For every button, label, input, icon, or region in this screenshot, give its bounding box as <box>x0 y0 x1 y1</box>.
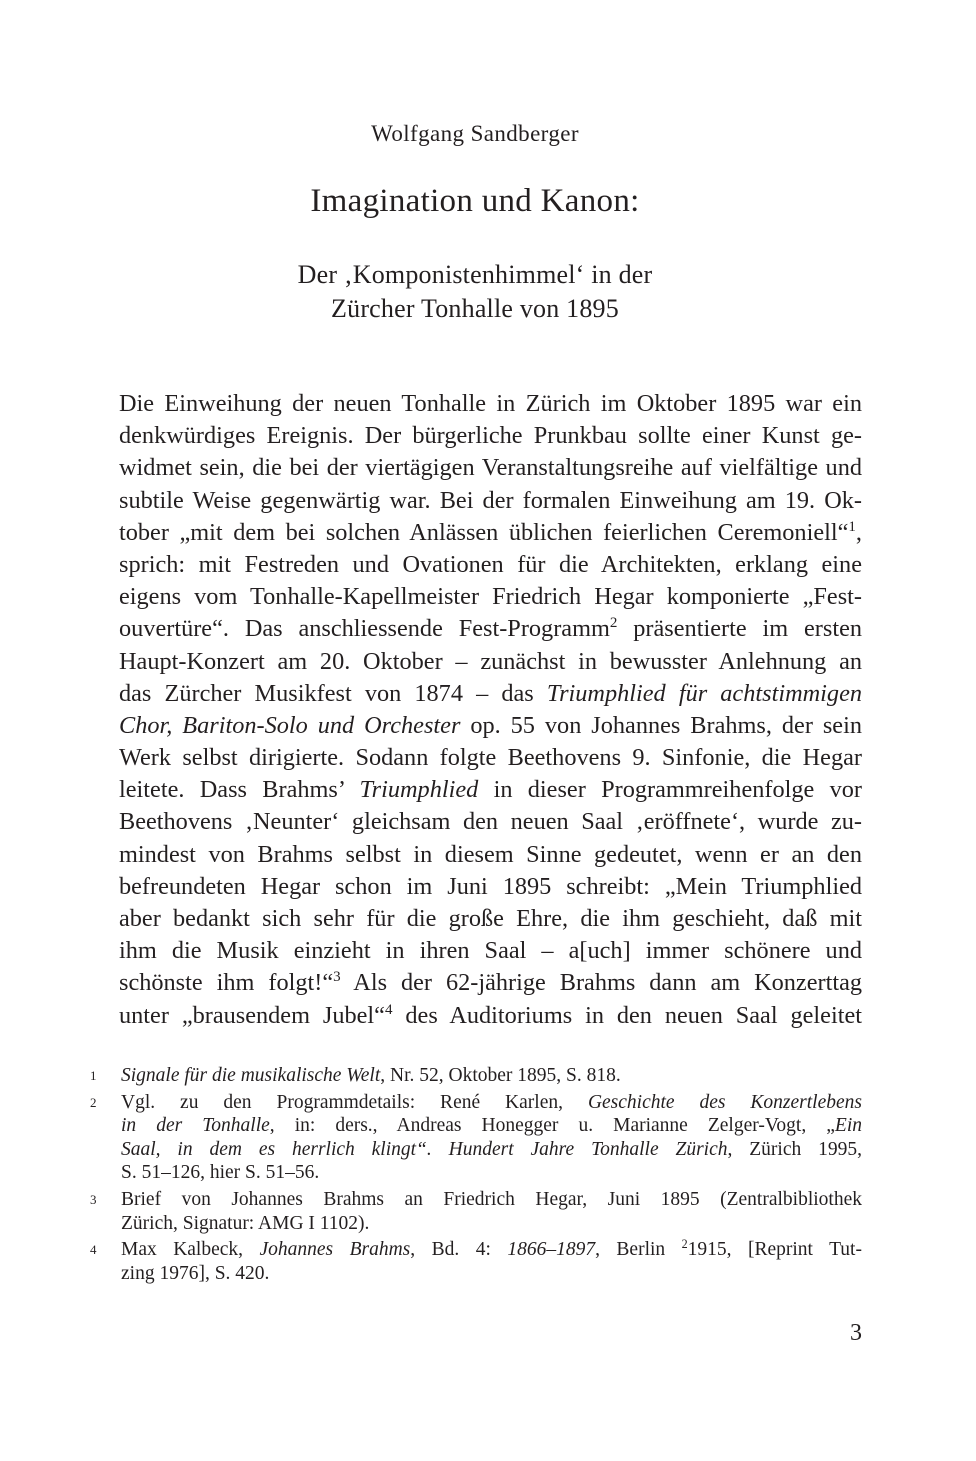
text-line <box>119 678 862 710</box>
footnote-reference: 4 <box>384 1001 393 1018</box>
footnote-line <box>121 1238 862 1262</box>
text-line <box>119 485 862 517</box>
text-run: präsentierte im ersten <box>617 615 862 643</box>
text-line <box>119 1000 862 1032</box>
text-line <box>119 710 862 742</box>
text-run: aber bedankt sich sehr für die große Ehre, die ihm geschieht, daß mit <box>119 905 862 932</box>
text-line <box>119 806 862 838</box>
italic-text: Signale für die musikalische Welt <box>121 1065 381 1086</box>
text-run: Vgl. zu den Programmdetails: René Karlen, <box>121 1091 588 1113</box>
text-line <box>119 646 862 678</box>
footnote-number: 4 <box>90 1242 97 1258</box>
footnote-reference: 3 <box>333 969 341 986</box>
italic-text: Chor, Bariton-Solo und Orchester <box>119 711 461 739</box>
text-run: op. 55 von Johannes Brahms, der sein <box>460 711 862 739</box>
text-run: das Zürcher Musikfest von 1874 – das <box>119 679 547 707</box>
text-line <box>119 742 862 774</box>
chapter-title: Imagination und Kanon: <box>310 183 640 219</box>
text-run: sprich: mit Festreden und Ovationen für die Architekten, erklang eine <box>119 550 862 578</box>
text-run: , Bd. 4: <box>410 1239 508 1261</box>
text-line <box>119 839 862 871</box>
author-name: Wolfgang Sandberger <box>371 121 579 146</box>
text-line <box>119 581 862 613</box>
footnote-reference: 2 <box>609 615 618 632</box>
text-run: Die Einweihung der neuen Tonhalle in Zürich im Oktober 1895 war ein <box>119 390 862 417</box>
italic-text: Triumphlied für achtstimmigen <box>546 679 862 707</box>
text-line <box>119 452 862 484</box>
text-run: denkwürdiges Ereignis. Der bürgerliche Prunkbau sollte einer Kunst ge- <box>119 422 862 450</box>
text-run: Haupt-Konzert am 20. Oktober – zunächst in bewusster Anlehnung an <box>119 647 862 675</box>
text-line <box>119 774 862 806</box>
text-run: tober „mit dem bei solchen Anlässen üblichen feierlichen Ceremoniell“ <box>119 518 849 546</box>
footnote-line <box>121 1114 862 1138</box>
footnote-number: 1 <box>90 1068 97 1083</box>
text-line <box>119 871 862 903</box>
chapter-subtitle <box>0 258 950 326</box>
text-run: schönste ihm folgt!“ <box>119 969 334 997</box>
footnotes <box>90 1064 862 1288</box>
text-run: ihm die Musik einzieht in ihren Saal – a[uch] immer schönere und <box>119 937 862 965</box>
subtitle-line: Zürcher Tonhalle von 1895 <box>331 294 619 323</box>
subtitle-line: Der ‚Komponistenhimmel‘ in der <box>297 260 653 289</box>
footnote-number: 3 <box>90 1191 97 1207</box>
italic-text: in der Tonhalle <box>121 1115 270 1137</box>
italic-text: Saal, in dem es herrlich klingt“. Hundert Jahre Tonhalle Zürich <box>121 1138 728 1160</box>
text-line <box>119 613 862 645</box>
text-run: mindest von Brahms selbst in diesem Sinne gedeutet, wenn er an den <box>119 840 862 868</box>
text-line <box>119 967 862 999</box>
text-run: eigens vom Tonhalle-Kapellmeister Friedrich Hegar komponierte „Fest- <box>119 583 862 611</box>
footnote-reference: 1 <box>848 518 856 535</box>
text-run: Max Kalbeck, <box>121 1239 260 1261</box>
text-run: unter „brausendem Jubel“ <box>119 1001 385 1029</box>
body-paragraph <box>119 388 862 1032</box>
footnote-line <box>121 1212 862 1236</box>
text-run: ouvertüre“. Das anschliessende Fest-Programm <box>119 615 610 643</box>
italic-text: Ein <box>834 1115 862 1137</box>
text-run: Werk selbst dirigierte. Sodann folgte Beethovens 9. Sinfonie, die Hegar <box>119 744 862 772</box>
footnote-line <box>121 1188 862 1212</box>
footnote-line <box>121 1161 862 1185</box>
footnote <box>90 1188 862 1235</box>
text-run: , in: ders., Andreas Honegger u. Marianne Zelger-Vogt, „ <box>269 1115 835 1137</box>
text-run: , <box>855 518 862 546</box>
text-run: , Nr. 52, Oktober 1895, S. 818. <box>380 1065 621 1086</box>
text-line <box>119 420 862 452</box>
italic-text: Triumphlied <box>359 776 479 804</box>
text-line <box>119 903 862 935</box>
footnote-reference: 2 <box>681 1236 688 1251</box>
footnote-line <box>121 1091 862 1115</box>
footnote-number: 2 <box>90 1094 97 1110</box>
text-run: S. 51–126, hier S. 51–56. <box>121 1162 320 1184</box>
italic-text: Johannes Brahms <box>259 1239 411 1261</box>
italic-text: Geschichte des Konzertlebens <box>587 1091 862 1113</box>
text-line <box>119 517 862 549</box>
text-run: 1915, [Reprint Tut- <box>687 1239 862 1261</box>
text-run: Brief von Johannes Brahms an Friedrich Hegar, Juni 1895 (Zentralbibliothek <box>121 1188 862 1210</box>
text-line <box>119 935 862 967</box>
text-line <box>119 549 862 581</box>
text-run: Beethovens ‚Neunter‘ gleichsam den neuen Saal ‚eröffnete‘, wurde zu- <box>119 808 862 836</box>
text-run: subtile Weise gegenwärtig war. Bei der formalen Einweihung am 19. Ok- <box>119 486 862 514</box>
text-run: leitete. Dass Brahms’ <box>119 776 360 804</box>
text-run: , Zürich 1995, <box>727 1138 862 1160</box>
text-run: Zürich, Signatur: AMG I 1102). <box>121 1212 370 1234</box>
text-run: befreundeten Hegar schon im Juni 1895 schreibt: „Mein Triumphlied <box>119 872 862 900</box>
footnote-line <box>121 1138 862 1162</box>
footnote-line <box>121 1064 862 1088</box>
text-run: in dieser Programmreihenfolge vor <box>478 776 863 804</box>
page-number: 3 <box>850 1320 862 1346</box>
footnote <box>90 1091 862 1185</box>
footnote <box>90 1064 862 1088</box>
text-line <box>119 388 862 420</box>
text-run: widmet sein, die bei der viertägigen Veranstaltungsreihe auf vielfältige und <box>119 454 862 482</box>
footnote-line <box>121 1262 862 1286</box>
text-run: des Auditoriums in den neuen Saal geleitet <box>392 1001 862 1029</box>
text-run: , Berlin <box>595 1239 682 1261</box>
text-run: Als der 62-jährige Brahms dann am Konzerttag <box>340 969 863 997</box>
italic-text: 1866–1897 <box>507 1239 596 1261</box>
footnote <box>90 1238 862 1285</box>
text-run: zing 1976], S. 420. <box>121 1262 270 1284</box>
